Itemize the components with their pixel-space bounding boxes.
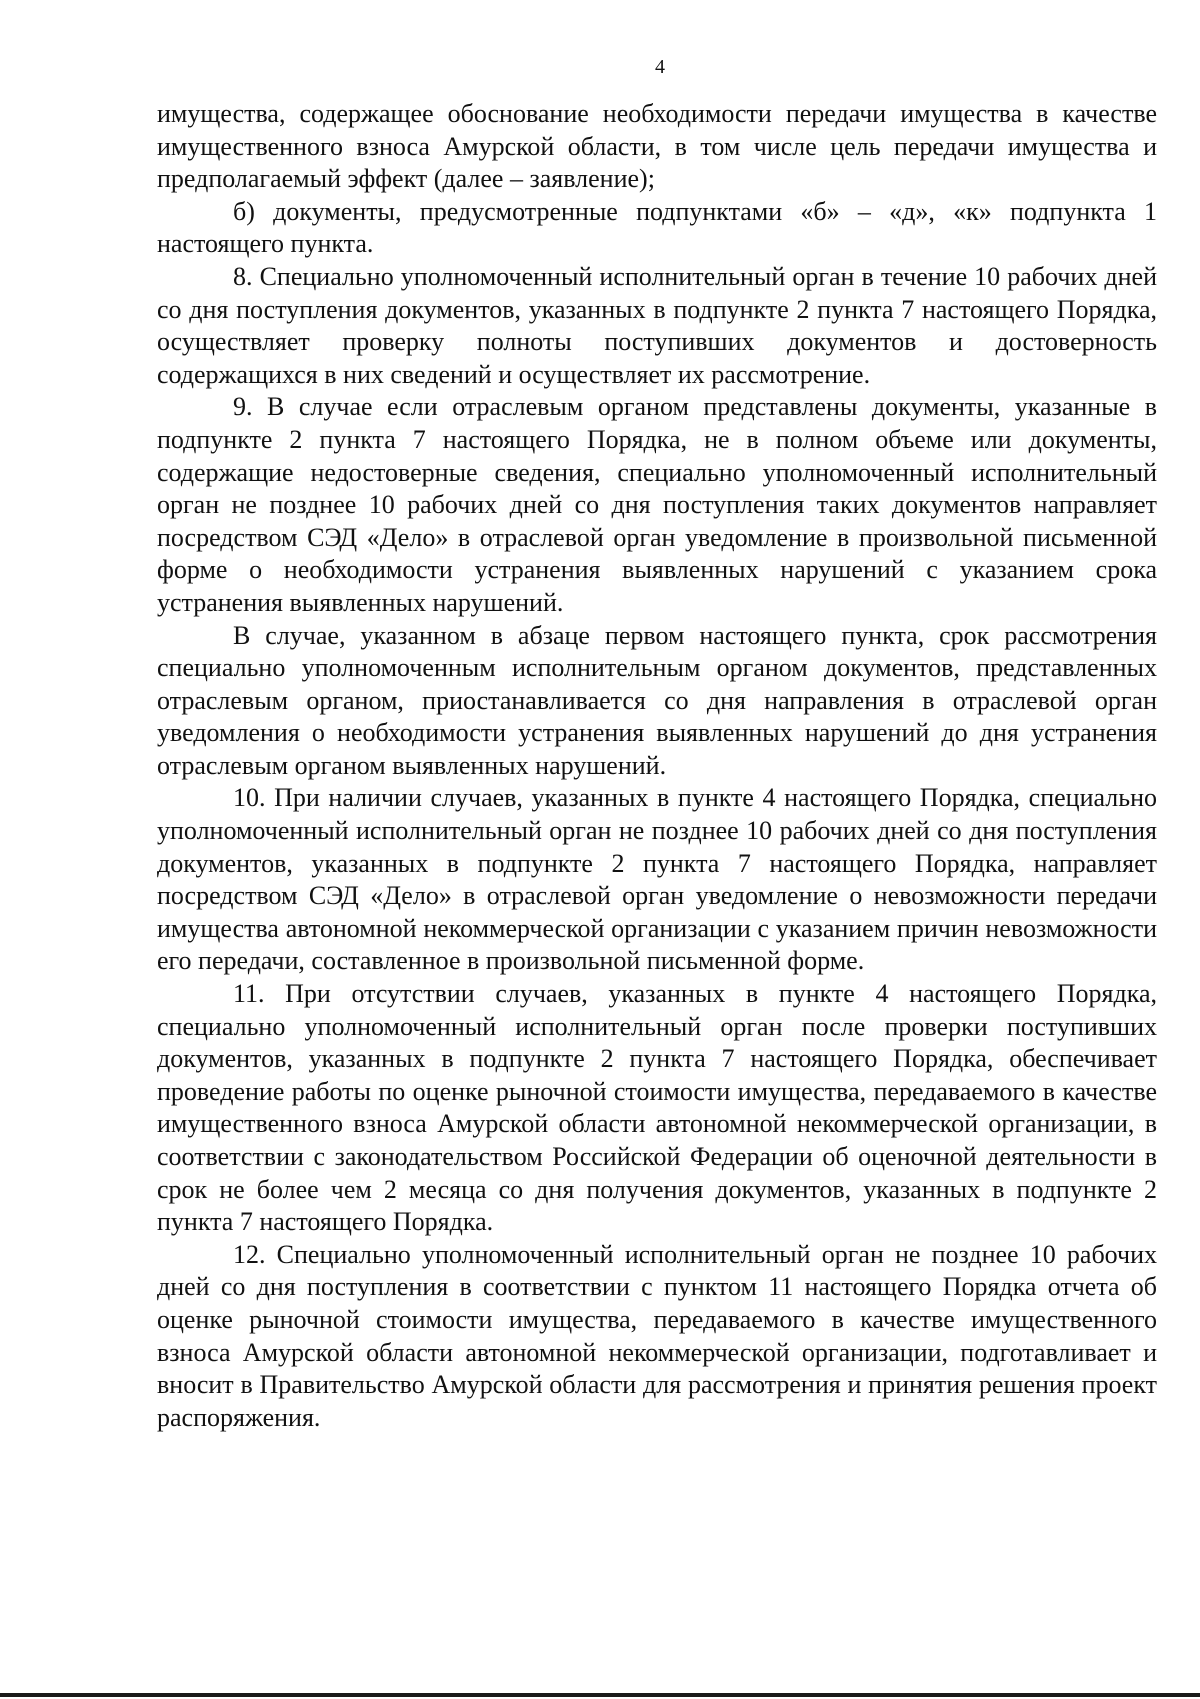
paragraph-item-8: 8. Специально уполномоченный исполнительный орган в течение 10 рабочих дней со дня поступления документов, указанных в подпункте 2 пункта 7 настоящего Порядка, осуществляет проверку полноты поступивших документов и достоверность содержащихся в них сведений и осуществляет их рассмотрение. (157, 261, 1157, 389)
paragraph-item-9: 9. В случае если отраслевым органом представлены документы, указанные в подпункте 2 пункта 7 настоящего Порядка, не в полном объеме или документы, содержащие недостоверные сведения, специально уполномоченный исполнительный орган не позднее 10 рабочих дней со дня поступления таких документов направляет посредством СЭД «Дело» в отраслевой орган уведомление в произвольной письменной форме о необходимости устранения выявленных нарушений с указанием срока устранения выявленных нарушений. (157, 392, 1157, 617)
document-body (157, 98, 1157, 1434)
page-number: 4 (655, 56, 665, 78)
paragraph-subitem-b: б) документы, предусмотренные подпунктами «б» – «д», «к» подпункта 1 настоящего пункта. (157, 196, 1157, 259)
paragraph-item-9-second: В случае, указанном в абзаце первом настоящего пункта, срок рассмотрения специально уполномоченным исполнительным органом документов, представленных отраслевым органом, приостанавливается со дня направления в отраслевой орган уведомления о необходимости устранения выявленных нарушений до дня устранения отраслевым органом выявленных нарушений. (157, 620, 1157, 780)
paragraph-item-10: 10. При наличии случаев, указанных в пункте 4 настоящего Порядка, специально уполномоченный исполнительный орган не позднее 10 рабочих дней со дня поступления документов, указанных в подпункте 2 пункта 7 настоящего Порядка, направляет посредством СЭД «Дело» в отраслевой орган уведомление о невозможности передачи имущества автономной некоммерческой организации с указанием причин невозможности его передачи, составленное в произвольной письменной форме. (157, 783, 1157, 976)
paragraph-item-12: 12. Специально уполномоченный исполнительный орган не позднее 10 рабочих дней со дня поступления в соответствии с пунктом 11 настоящего Порядка отчета об оценке рыночной стоимости имущества, передаваемого в качестве имущественного взноса Амурской области автономной некоммерческой организации, подготавливает и вносит в Правительство Амурской области для рассмотрения и принятия решения проект распоряжения. (157, 1239, 1157, 1432)
paragraph-continuation: имущества, содержащее обоснование необходимости передачи имущества в качестве имущественного взноса Амурской области, в том числе цель передачи имущества и предполагаемый эффект (далее – заявление); (157, 99, 1157, 194)
paragraph-item-11: 11. При отсутствии случаев, указанных в пункте 4 настоящего Порядка, специально уполномоченный исполнительный орган после проверки поступивших документов, указанных в подпункте 2 пункта 7 настоящего Порядка, обеспечивает проведение работы по оценке рыночной стоимости имущества, передаваемого в качестве имущественного взноса Амурской области автономной некоммерческой организации, в соответствии с законодательством Российской Федерации об оценочной деятельности в срок не более чем 2 месяца со дня получения документов, указанных в подпункте 2 пункта 7 настоящего Порядка. (157, 979, 1157, 1237)
scan-bottom-edge (0, 1693, 1200, 1697)
